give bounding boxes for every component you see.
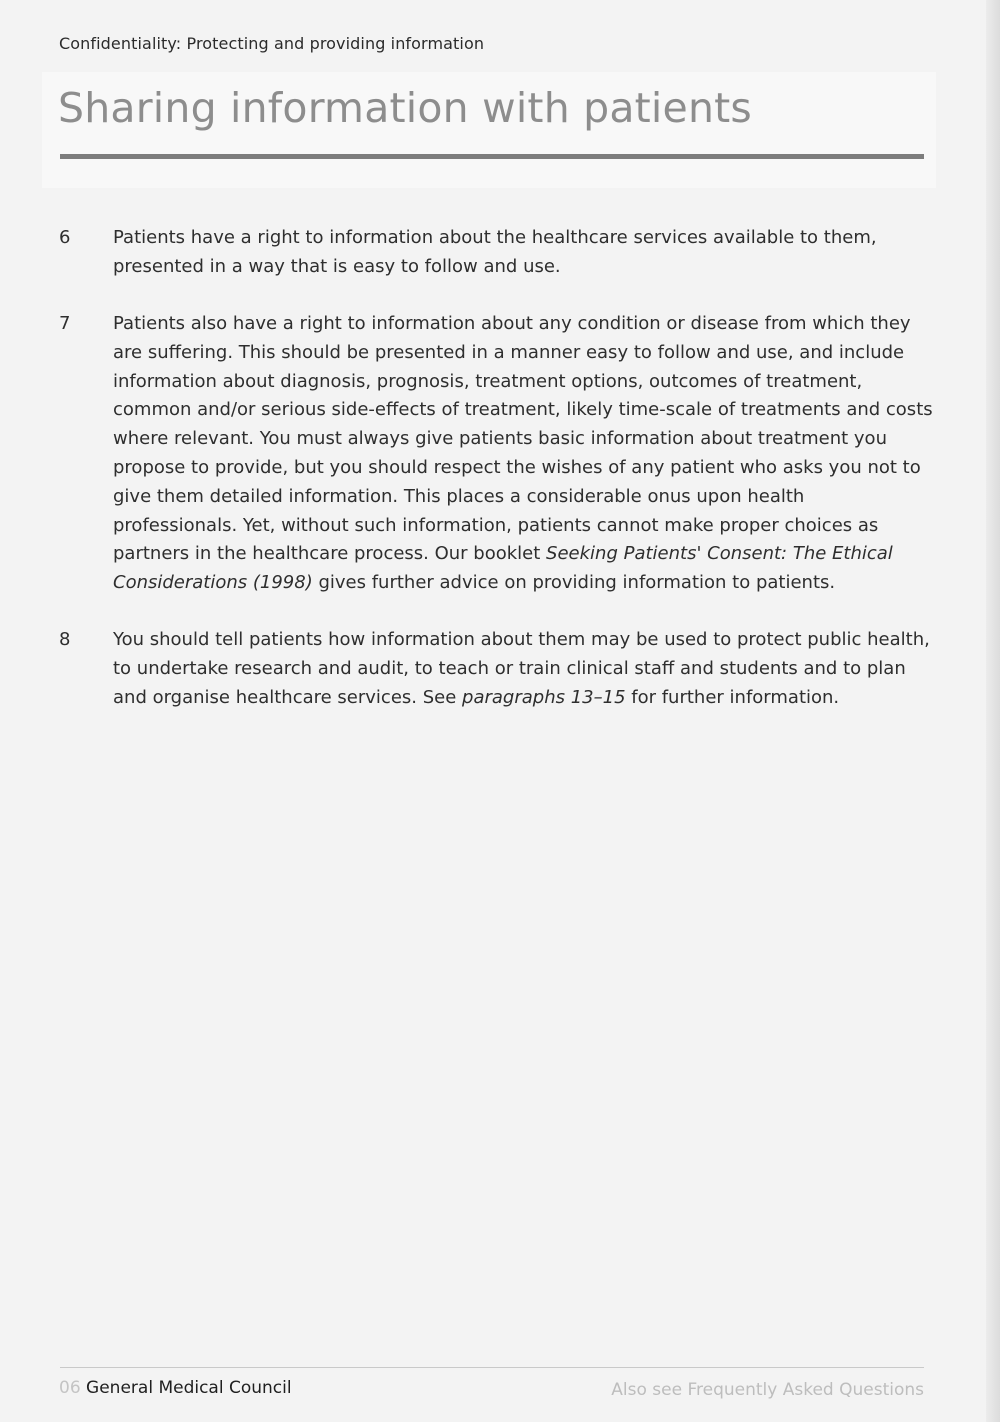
paragraph-text-body: Patients have a right to information about the healthcare services available to them, presented in a way that is easy to follow and use. — [113, 227, 877, 277]
page-number: 06 — [59, 1378, 81, 1398]
page-edge-shadow — [986, 0, 1000, 1422]
paragraph-text — [113, 626, 933, 712]
running-header: Confidentiality: Protecting and providing information — [59, 34, 485, 53]
title-rule — [60, 154, 924, 159]
paragraph-reference: paragraphs 13–15 — [462, 686, 626, 708]
footer-see-also: Also see Frequently Asked Questions — [611, 1380, 924, 1400]
booklet-title: Seeking Patients' Consent: The Ethical Considerations (1998) — [113, 543, 893, 594]
paragraph-number: 8 — [59, 629, 71, 650]
paragraph-text-body: You should tell patients how information about them may be used to protect public health, to undertake research and audit, to teach or train clinical staff and students and to plan and organise healthcare services. See — [113, 629, 930, 708]
paragraph-number: 7 — [59, 313, 71, 334]
paragraph-text-body: Patients also have a right to information about any condition or disease from which they are suffering. This should be presented in a manner easy to follow and use, and include information about diagnosis, prognosis, treatment options, outcomes of treatment, common and/or serious side-effects of treatment, likely time-scale of treatments and costs where relevant. You must always give patients basic information about treatment you propose to provide, but you should respect the wishes of any patient who asks you not to give them detailed information. This places a considerable onus upon health professionals. Yet, without such information, patients cannot make proper choices as partners in the healthcare process. Our booklet — [113, 313, 933, 565]
footer-rule — [60, 1367, 924, 1368]
paragraph-text — [113, 310, 933, 598]
paragraph-text-tail: for further information. — [625, 686, 840, 708]
section-title: Sharing information with patients — [58, 84, 752, 132]
organisation-name: General Medical Council — [86, 1378, 292, 1398]
footer-left — [59, 1378, 292, 1398]
paragraph-text — [113, 224, 933, 282]
paragraph-text-tail: gives further advice on providing information to patients. — [312, 572, 836, 594]
paragraph-number: 6 — [59, 227, 71, 248]
